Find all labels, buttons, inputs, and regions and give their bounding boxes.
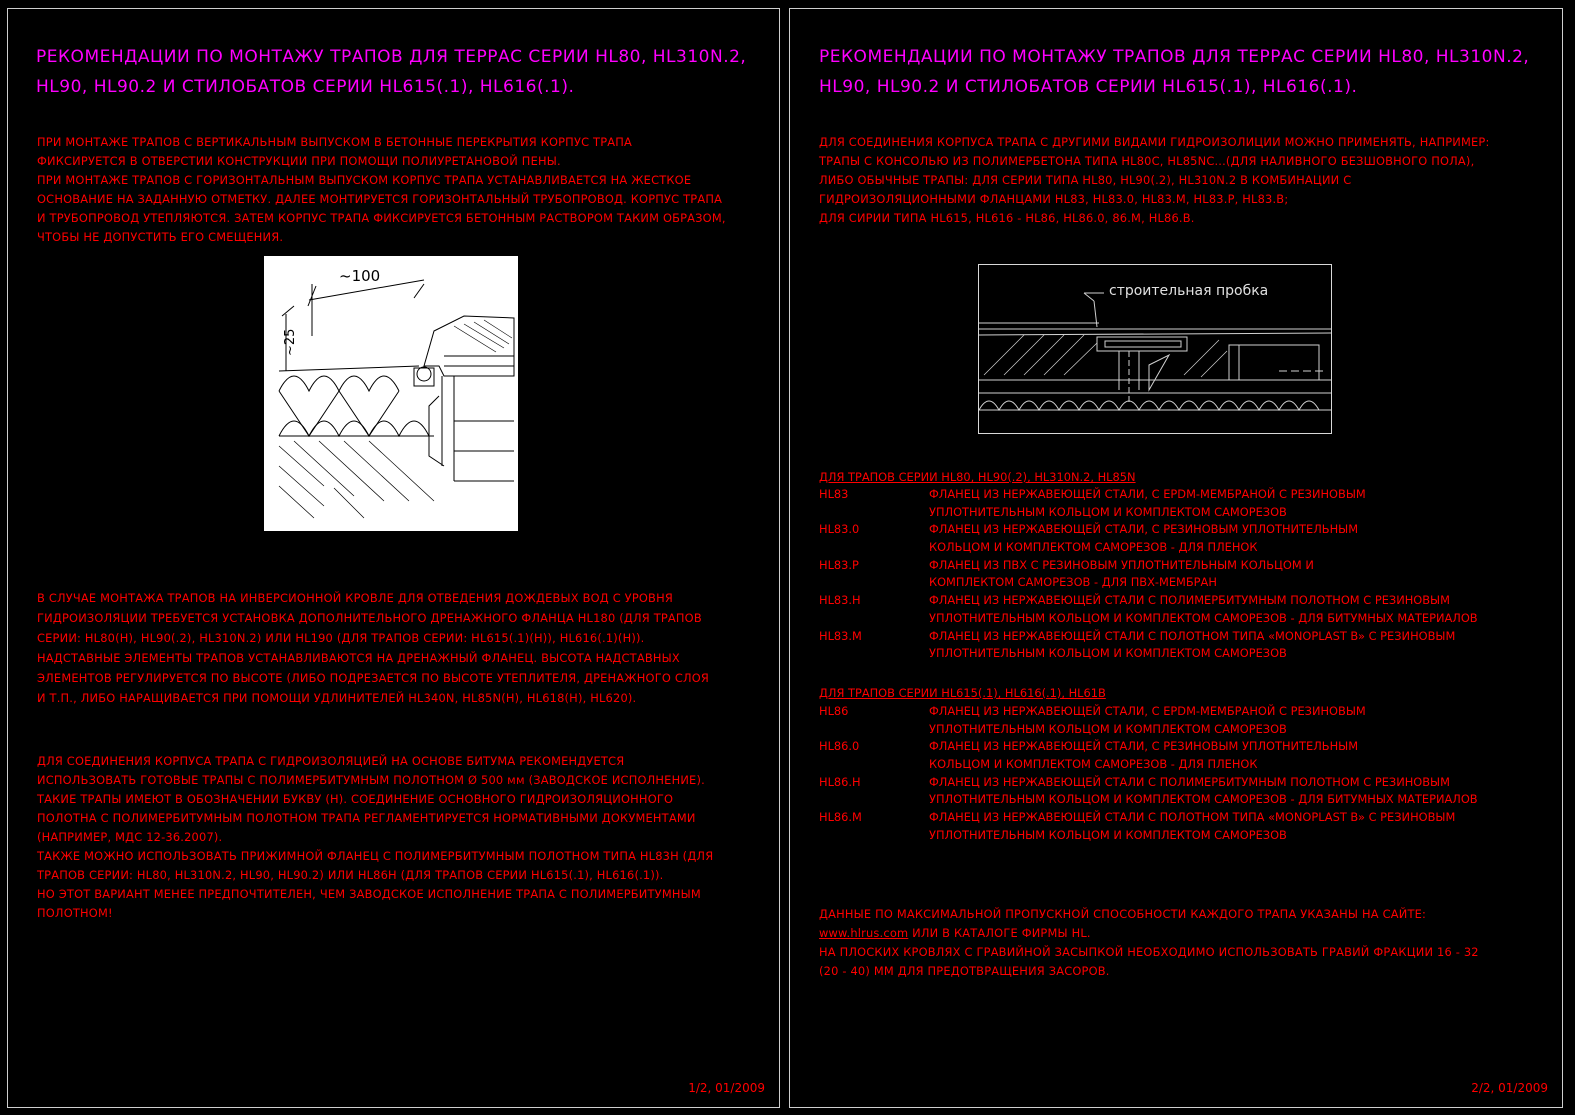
flange-code: HL86.M: [819, 810, 862, 825]
text-line: ЛИБО ОБЫЧНЫЕ ТРАПЫ: ДЛЯ СЕРИИ ТИПА HL80, HL90(.2), HL310N.2 В КОМБИНАЦИИ С: [819, 173, 1352, 187]
text-line: СЕРИИ: HL80(H), HL90(.2), HL310N.2) ИЛИ HL190 (ДЛЯ ТРАПОВ СЕРИИ: HL615(.1)(H)), HL616(.1)(H)).: [37, 631, 645, 645]
flange-desc-line: УПЛОТНИТЕЛЬНЫМ КОЛЬЦОМ И КОМПЛЕКТОМ САМОРЕЗОВ - ДЛЯ БИТУМНЫХ МАТЕРИАЛОВ: [929, 792, 1478, 807]
flange-group-1-heading: ДЛЯ ТРАПОВ СЕРИИ HL80, HL90(.2), HL310N.2, HL85N: [819, 470, 1136, 484]
text-line: ПОЛОТНОМ!: [37, 906, 113, 920]
text-line: ТАКИЕ ТРАПЫ ИМЕЮТ В ОБОЗНАЧЕНИИ БУКВУ (H). СОЕДИНЕНИЕ ОСНОВНОГО ГИДРОИЗОЛЯЦИОННОГО: [37, 792, 674, 806]
sheet-2-footer-notes: [819, 905, 1479, 981]
flange-desc-line: ФЛАНЕЦ ИЗ НЕРЖАВЕЮЩЕЙ СТАЛИ, С EPDM-МЕМБРАНОЙ С РЕЗИНОВЫМ: [929, 704, 1366, 718]
flange-desc-line: УПЛОТНИТЕЛЬНЫМ КОЛЬЦОМ И КОМПЛЕКТОМ САМОРЕЗОВ - ДЛЯ БИТУМНЫХ МАТЕРИАЛОВ: [929, 610, 1478, 625]
flange-desc-line: УПЛОТНИТЕЛЬНЫМ КОЛЬЦОМ И КОМПЛЕКТОМ САМОРЕЗОВ: [929, 721, 1287, 736]
flange-code: HL83.0: [819, 522, 860, 537]
sheet-number: 2/2, 01/2009: [1471, 1081, 1548, 1095]
text-line: ДЛЯ СОЕДИНЕНИЯ КОРПУСА ТРАПА С ДРУГИМИ ВИДАМИ ГИДРОИЗОЛИЦИИ МОЖНО ПРИМЕНЯТЬ, НАПРИМЕР:: [819, 135, 1490, 149]
dimension-label-horizontal: ~100: [339, 267, 381, 285]
flange-desc-line: КОМПЛЕКТОМ САМОРЕЗОВ - ДЛЯ ПВХ-МЕМБРАН: [929, 575, 1217, 590]
sheet-1-paragraph-3: [37, 752, 713, 923]
flange-code: HL83.H: [819, 593, 861, 608]
flange-group-2-list: [819, 703, 1539, 848]
flange-code: HL83: [819, 487, 849, 501]
text-line: (20 - 40) ММ ДЛЯ ПРЕДОТВРАЩЕНИЯ ЗАСОРОВ.: [819, 964, 1110, 978]
sheet-1-frame: [7, 8, 780, 1108]
flange-desc-line: ФЛАНЕЦ ИЗ НЕРЖАВЕЮЩЕЙ СТАЛИ С ПОЛОТНОМ ТИПА «MONOPLAST B» С РЕЗИНОВЫМ: [929, 628, 1456, 643]
text-line: НАДСТАВНЫЕ ЭЛЕМЕНТЫ ТРАПОВ УСТАНАВЛИВАЮТСЯ НА ДРЕНАЖНЫЙ ФЛАНЕЦ. ВЫСОТА НАДСТАВНЫХ: [37, 651, 680, 665]
text-line: ТАКЖЕ МОЖНО ИСПОЛЬЗОВАТЬ ПРИЖИМНОЙ ФЛАНЕЦ С ПОЛИМЕРБИТУМНЫМ ПОЛОТНОМ ТИПА HL83H (ДЛЯ: [37, 849, 714, 863]
flange-desc-line: ФЛАНЕЦ ИЗ НЕРЖАВЕЮЩЕЙ СТАЛИ С ПОЛИМЕРБИТУМНЫМ ПОЛОТНОМ С РЕЗИНОВЫМ: [929, 593, 1450, 608]
flange-desc-line: ФЛАНЕЦ ИЗ НЕРЖАВЕЮЩЕЙ СТАЛИ, С EPDM-МЕМБРАНОЙ С РЕЗИНОВЫМ: [929, 487, 1366, 501]
flange-desc-line: ФЛАНЕЦ ИЗ ПВХ С РЕЗИНОВЫМ УПЛОТНИТЕЛЬНЫМ КОЛЬЦОМ И: [929, 557, 1314, 572]
sheet-1-paragraph-2: [37, 588, 709, 708]
flange-desc-line: ФЛАНЕЦ ИЗ НЕРЖАВЕЮЩЕЙ СТАЛИ, С РЕЗИНОВЫМ УПЛОТНИТЕЛЬНЫМ: [929, 522, 1359, 537]
website-link[interactable]: www.hlrus.com: [819, 926, 909, 940]
text-line: ФИКСИРУЕТСЯ В ОТВЕРСТИИ КОНСТРУКЦИИ ПРИ ПОМОЩИ ПОЛИУРЕТАНОВОЙ ПЕНЫ.: [37, 154, 561, 168]
text-line: И ТРУБОПРОВОД УТЕПЛЯЮТСЯ. ЗАТЕМ КОРПУС ТРАПА ФИКСИРУЕТСЯ БЕТОННЫМ РАСТВОРОМ ТАКИМ ОБРАЗОМ,: [37, 211, 726, 225]
flange-code: HL83.M: [819, 628, 862, 643]
sheet-1-title: [36, 42, 746, 102]
text-line: ГИДРОИЗОЛЯЦИИ ТРЕБУЕТСЯ УСТАНОВКА ДОПОЛНИТЕЛЬНОГО ДРЕНАЖНОГО ФЛАНЦА HL180 (ДЛЯ ТРАПОВ: [37, 611, 702, 625]
flange-desc-line: УПЛОТНИТЕЛЬНЫМ КОЛЬЦОМ И КОМПЛЕКТОМ САМОРЕЗОВ: [929, 504, 1287, 519]
sheet-1-paragraph-1: [37, 133, 726, 247]
text-line: ПОЛОТНА С ПОЛИМЕРБИТУМНЫМ ПОЛОТНОМ ТРАПА РЕГЛАМЕНТИРУЕТСЯ НОРМАТИВНЫМИ ДОКУМЕНТАМИ: [37, 811, 696, 825]
text-line: В СЛУЧАЕ МОНТАЖА ТРАПОВ НА ИНВЕРСИОННОЙ КРОВЛЕ ДЛЯ ОТВЕДЕНИЯ ДОЖДЕВЫХ ВОД С УРОВНЯ: [37, 591, 673, 605]
cross-section-drawing: [979, 265, 1331, 433]
text-line: ДЛЯ СОЕДИНЕНИЯ КОРПУСА ТРАПА С ГИДРОИЗОЛЯЦИЕЙ НА ОСНОВЕ БИТУМА РЕКОМЕНДУЕТСЯ: [37, 754, 625, 768]
text-line: (НАПРИМЕР, МДС 12-36.2007).: [37, 830, 223, 844]
sheet-2-title: [819, 42, 1529, 102]
text-line: ДАННЫЕ ПО МАКСИМАЛЬНОЙ ПРОПУСКНОЙ СПОСОБНОСТИ КАЖДОГО ТРАПА УКАЗАНЫ НА САЙТЕ:: [819, 907, 1427, 921]
flange-group-1-list: [819, 486, 1539, 666]
text-line: ЧТОБЫ НЕ ДОПУСТИТЬ ЕГО СМЕЩЕНИЯ.: [37, 230, 284, 244]
flange-desc-line: ФЛАНЕЦ ИЗ НЕРЖАВЕЮЩЕЙ СТАЛИ, С РЕЗИНОВЫМ УПЛОТНИТЕЛЬНЫМ: [929, 739, 1359, 754]
text-line: ИСПОЛЬЗОВАТЬ ГОТОВЫЕ ТРАПЫ С ПОЛИМЕРБИТУМНЫМ ПОЛОТНОМ Ø 500 мм (ЗАВОДСКОЕ ИСПОЛНЕНИЕ).: [37, 773, 705, 787]
flange-desc-line: КОЛЬЦОМ И КОМПЛЕКТОМ САМОРЕЗОВ - ДЛЯ ПЛЕНОК: [929, 757, 1258, 772]
text-line: [819, 924, 1479, 943]
text-line: ДЛЯ СИРИИ ТИПА HL615, HL616 - HL86, HL86.0, 86.M, HL86.B.: [819, 211, 1195, 225]
text-line: ТРАПЫ С КОНСОЛЬЮ ИЗ ПОЛИМЕРБЕТОНА ТИПА HL80C, HL85NC...(ДЛЯ НАЛИВНОГО БЕЗШОВНОГО ПОЛА),: [819, 154, 1475, 168]
text-line: И Т.П., ЛИБО НАРАЩИВАЕТСЯ ПРИ ПОМОЩИ УДЛИНИТЕЛЕЙ HL340N, HL85N(H), HL618(H), HL620).: [37, 691, 637, 705]
flange-desc-line: ФЛАНЕЦ ИЗ НЕРЖАВЕЮЩЕЙ СТАЛИ С ПОЛИМЕРБИТУМНЫМ ПОЛОТНОМ С РЕЗИНОВЫМ: [929, 774, 1450, 789]
sheet-2-frame: [789, 8, 1563, 1108]
flange-code: HL83.P: [819, 557, 859, 572]
text-line: ЭЛЕМЕНТОВ РЕГУЛИРУЕТСЯ ПО ВЫСОТЕ (ЛИБО ПОДРЕЗАЕТСЯ ПО ВЫСОТЕ УТЕПЛИТЕЛЯ, ДРЕНАЖНОГО СЛОЯ: [37, 671, 710, 685]
title-line: РЕКОМЕНДАЦИИ ПО МОНТАЖУ ТРАПОВ ДЛЯ ТЕРРАС СЕРИИ HL80, HL310N.2,: [819, 47, 1530, 67]
flange-desc-line: КОЛЬЦОМ И КОМПЛЕКТОМ САМОРЕЗОВ - ДЛЯ ПЛЕНОК: [929, 540, 1258, 555]
flange-code: HL86.0: [819, 739, 860, 754]
drain-installation-figure: [264, 256, 518, 531]
title-line: HL90, HL90.2 И СТИЛОБАТОВ СЕРИИ HL615(.1), HL616(.1).: [36, 77, 575, 97]
flange-desc-line: УПЛОТНИТЕЛЬНЫМ КОЛЬЦОМ И КОМПЛЕКТОМ САМОРЕЗОВ: [929, 827, 1287, 842]
text-line: ТРАПОВ СЕРИИ: HL80, HL310N.2, HL90, HL90.2) ИЛИ HL86H (ДЛЯ ТРАПОВ СЕРИИ HL615(.1), HL616(.1)).: [37, 868, 664, 882]
drain-cross-section-figure: [978, 264, 1332, 434]
text-line: ПРИ МОНТАЖЕ ТРАПОВ С ГОРИЗОНТАЛЬНЫМ ВЫПУСКОМ КОРПУС ТРАПА УСТАНАВЛИВАЕТСЯ НА ЖЕСТКОЕ: [37, 173, 692, 187]
title-line: РЕКОМЕНДАЦИИ ПО МОНТАЖУ ТРАПОВ ДЛЯ ТЕРРАС СЕРИИ HL80, HL310N.2,: [36, 47, 747, 67]
sheet-2-paragraph-1: [819, 133, 1490, 228]
text-line: ПРИ МОНТАЖЕ ТРАПОВ С ВЕРТИКАЛЬНЫМ ВЫПУСКОМ В БЕТОННЫЕ ПЕРЕКРЫТИЯ КОРПУС ТРАПА: [37, 135, 633, 149]
flange-group-2-heading: ДЛЯ ТРАПОВ СЕРИИ HL615(.1), HL616(.1), HL61B: [819, 686, 1106, 700]
text-line: ГИДРОИЗОЛЯЦИОННЫМИ ФЛАНЦАМИ HL83, HL83.0, HL83.M, HL83.P, HL83.B;: [819, 192, 1289, 206]
text-fragment: ИЛИ В КАТАЛОГЕ ФИРМЫ HL.: [908, 926, 1091, 940]
figure-callout-label: строительная пробка: [1109, 283, 1269, 299]
text-line: НО ЭТОТ ВАРИАНТ МЕНЕЕ ПРЕДПОЧТИТЕЛЕН, ЧЕМ ЗАВОДСКОЕ ИСПОЛНЕНИЕ ТРАПА С ПОЛИМЕРБИТУМНЫМ: [37, 887, 701, 901]
text-line: НА ПЛОСКИХ КРОВЛЯХ С ГРАВИЙНОЙ ЗАСЫПКОЙ НЕОБХОДИМО ИСПОЛЬЗОВАТЬ ГРАВИЙ ФРАКЦИИ 16 - 32: [819, 945, 1479, 959]
drain-section-drawing: [264, 256, 518, 531]
flange-desc-line: ФЛАНЕЦ ИЗ НЕРЖАВЕЮЩЕЙ СТАЛИ С ПОЛОТНОМ ТИПА «MONOPLAST B» С РЕЗИНОВЫМ: [929, 810, 1456, 825]
title-line: HL90, HL90.2 И СТИЛОБАТОВ СЕРИИ HL615(.1), HL616(.1).: [819, 77, 1358, 97]
flange-code: HL86: [819, 704, 849, 718]
dimension-label-vertical: ~25: [283, 328, 298, 356]
flange-desc-line: УПЛОТНИТЕЛЬНЫМ КОЛЬЦОМ И КОМПЛЕКТОМ САМОРЕЗОВ: [929, 646, 1287, 661]
text-line: ОСНОВАНИЕ НА ЗАДАННУЮ ОТМЕТКУ. ДАЛЕЕ МОНТИРУЕТСЯ ГОРИЗОНТАЛЬНЫЙ ТРУБОПРОВОД. КОРПУС ТРАПА: [37, 192, 723, 206]
flange-code: HL86.H: [819, 774, 861, 789]
sheet-number: 1/2, 01/2009: [688, 1081, 765, 1095]
